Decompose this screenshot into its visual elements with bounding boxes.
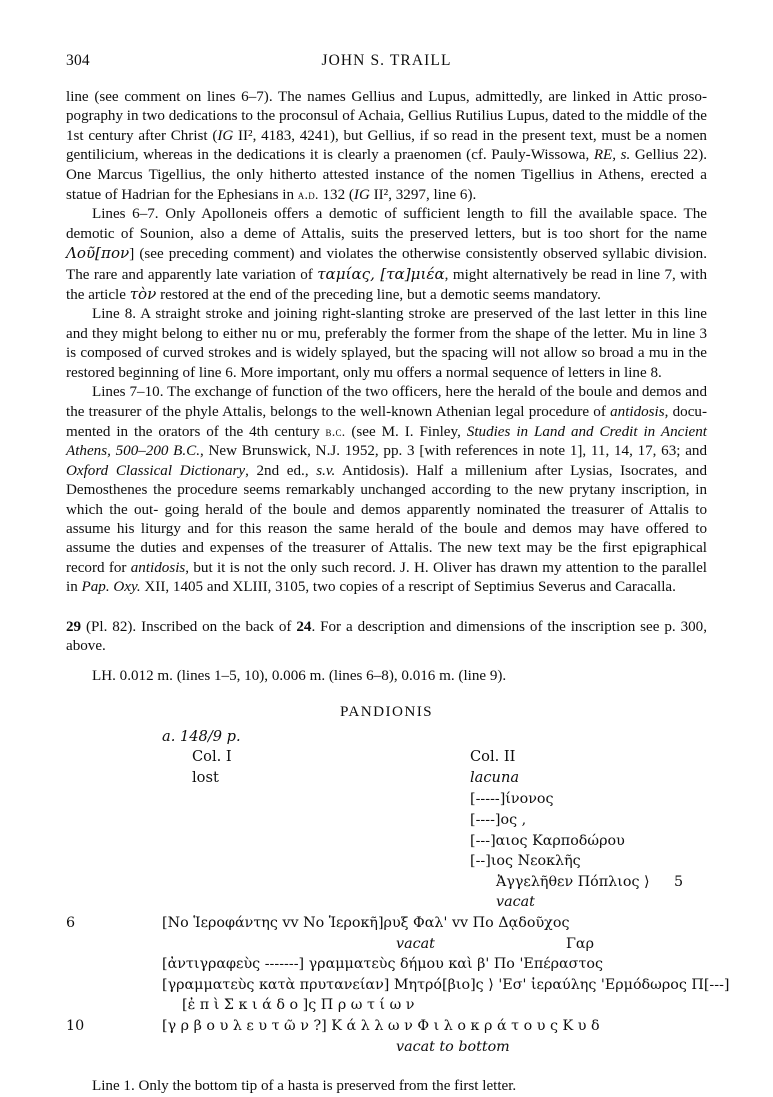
ref-finley-title: Studies in Land and Credit in Ancient Athens, (66, 423, 707, 460)
line-text: [--]ιος Νεοκλῆς (470, 853, 581, 870)
page-folio: 304 (66, 52, 90, 69)
para4-line6: the procedure seems remarkably unchanged according to the new prytany inscription, in which the out- (66, 482, 707, 518)
inscription-date: a. 148/9 p. (162, 727, 241, 745)
para4-line2a: and the treasurer of the phyle Attalis, belongs to the well-known Athenian legal procedure of (66, 384, 708, 420)
entry-number: 29 (66, 618, 82, 635)
para1-line3b: II², 4183, 4241), but Gellius, if so read in the present text, must be a nomen (233, 127, 707, 144)
line-text: [---]αιος Καρποδώρου (470, 832, 625, 849)
inscription-line (66, 892, 707, 913)
line-text: [ἐ π ὶ Σ κ ι ά δ ο ]ς Π ρ ω τ ί ω ν (182, 997, 415, 1014)
running-title: JOHN S. TRAILL (321, 52, 452, 69)
greek-tamias: ταμίας, [τα]μιέα (317, 264, 445, 283)
para4-line3a: mented in the orators of the 4th century (66, 423, 326, 440)
term-antidosis-2: antidosis (130, 559, 186, 576)
ref-sv: s.v. (316, 462, 336, 479)
vacat-to-bottom: vacat to bottom (396, 1038, 510, 1055)
column-states (66, 768, 707, 789)
para1-line1: line (see comment on lines 6–7). The names Gellius and Lupus, admittedly, are linked in Attic proso- (66, 89, 707, 105)
inscription-line (66, 1037, 707, 1058)
col1-state: lost (192, 769, 219, 787)
vacat-marker: vacat (396, 935, 435, 952)
para4-line1: Lines 7–10. The exchange of function of the two officers, here the herald of the boule and demos (92, 384, 682, 401)
para4-line3b: (see M. I. Finley, (345, 423, 467, 440)
line-number-6: 6 (66, 914, 76, 931)
para2-line4a: apparently late variation of (147, 266, 318, 283)
para1-line3a: 1st century after Christ ( (66, 127, 218, 144)
para4-line8: and for this reason the same herald of the boule and demos may have offered to assume the duties and (66, 520, 707, 557)
inscription-line (66, 872, 707, 893)
para1-line4b: Gellius 22). (630, 147, 707, 164)
para1-line4a: gentilicium, whereas in the dedications it is clearly a praenomen (cf. Pauly-Wissowa, (66, 147, 594, 164)
para2-line4c: restored (156, 287, 209, 304)
ref-re: RE, s. (593, 147, 631, 164)
para2-line2b: ] (129, 246, 135, 263)
para4-line5b: Antidosis). Half a millenium after Lysias, Isocrates, and Demosthenes (66, 462, 708, 499)
line-text: [γ ρ β ο υ λ ε υ τ ῶ ν ?] Κ ά λ λ ω ν Φ ι λ ο κ ρ ά τ ο υ ς Κ υ δ (162, 1017, 600, 1034)
col1-header: Col. I (192, 748, 232, 766)
spacer-2 (66, 656, 707, 667)
inscription-line (66, 913, 707, 934)
line-text: [----]ος , (470, 811, 527, 828)
para1-line6c: II², 3297, line 6). (369, 187, 477, 204)
paragraph-2 (66, 205, 707, 305)
smallcaps-ad: a.d. (297, 187, 319, 203)
inscription-title: PANDIONIS (339, 702, 434, 720)
para4-line4a: , New Brunswick, N.J. 1952, pp. 3 [with references in note 1], 11, 14, 17, 63; and (200, 443, 708, 460)
inscription-line (66, 810, 707, 831)
para1-line6b: 132 ( (318, 187, 354, 204)
spacer-1 (66, 598, 707, 618)
running-head (66, 44, 707, 78)
final-note: Line 1. Only the bottom tip of a hasta is preserved from the first letter. (92, 1078, 517, 1095)
line-text: [ἀντιγραφεὺς -------] γραμματεὺς δήμου καὶ β' Πο 'Επέραστος (162, 956, 603, 973)
entry-head-line2: above. (66, 637, 106, 654)
term-antidosis-1: antidosis (610, 403, 665, 420)
inscription-line (66, 934, 707, 955)
inscription-line (66, 954, 707, 975)
col2-state: lacuna (470, 769, 520, 787)
para4-line5a: , 2nd ed., (245, 462, 317, 479)
line-number-5: 5 (674, 873, 684, 890)
inscription-line (66, 1016, 707, 1037)
col2-header: Col. II (470, 748, 516, 766)
ref-ocd-2: Classical Dictionary (115, 462, 246, 479)
para3-line1: Line 8. A straight stroke and joining right-slanting stroke are preserved of the last letter in this line (92, 306, 707, 323)
line-text: [-----]ίνονος (470, 791, 554, 808)
ref-pap-oxy: Pap. Oxy. (81, 579, 141, 596)
ref-ig-1: IG (217, 127, 234, 144)
paragraph-4 (66, 383, 707, 597)
ref-ocd-1: Oxford (66, 462, 109, 479)
inscription-line (66, 995, 707, 1016)
para2-line2a: demotic of Sounion, also a deme of Attalis, suits the preserved letters, but is too short for the name (66, 225, 707, 242)
vacat-marker: vacat (496, 894, 535, 911)
para3-line2: and they might belong to either nu or mu, preferably the former from the shape of the letter. Mu in line (66, 325, 696, 342)
inscription-line (66, 789, 707, 810)
para4-line2b: , docu- (664, 403, 707, 420)
paragraph-1 (66, 88, 707, 205)
para1-line5: One Marcus Tigellius, the only hitherto attested instance of the nomen Tigellius in Athens, erected a (66, 166, 707, 183)
para1-line6a: statue of Hadrian for the Ephesians in (66, 187, 298, 204)
entry-cross-ref: 24 (296, 618, 312, 635)
para2-line3: (see preceding comment) and violates the otherwise consistently observed syllabic division. The rare and (66, 246, 707, 283)
column-headers (66, 747, 707, 768)
para2-line5: at the end of the preceding line, but a demotic seems mandatory. (212, 287, 601, 304)
entry-head-post: . For a description and dimensions of the inscription see p. 300, (311, 618, 707, 635)
para2-line4b: , might alternatively be read in line 7, with the article (66, 266, 707, 304)
para4-line10b: XII, 1405 (140, 579, 204, 596)
inscription-line (66, 851, 707, 872)
greek-ton: τὸν (129, 285, 157, 304)
para3-line3: 3 is composed of curved strokes and is widely splayed, but the spacing will not allow so broad a mu in the (66, 325, 707, 362)
line-text: Ἀγγελῆθεν Πόπλιος ⟩ (496, 873, 650, 890)
line-number-10: 10 (66, 1017, 85, 1034)
para2-line1: Lines 6–7. Only Apolloneis offers a demotic of sufficient length to fill the available space. The (92, 206, 707, 223)
para4-line9a: expenses of the treasurer of Attalis. The new text may be the first epigraphical record for (66, 540, 707, 576)
para4-line10a: is not the only such record. J. H. Oliver has drawn my attention to the parallel in (66, 559, 707, 596)
inscription-line (66, 831, 707, 852)
para3-line4: restored beginning of line 6. More important, only mu offers a normal sequence of letters in line 8. (66, 364, 662, 381)
para4-line9b: , but it (185, 559, 226, 576)
inscription-line (66, 975, 730, 996)
para4-line7: going herald of the boule and demos apparently nominated the treasurer of Attalis to assume his liturgy (66, 501, 707, 537)
entry-head-pre: (Pl. 82). Inscribed on the back of (81, 618, 297, 635)
line-text: [Νο Ἱεροφάντης vv Νο Ἱεροκῆ]ρυξ Φαλ' vv Πο Δᾳδοῦχος (162, 914, 570, 931)
para4-line11: and XLIII, 3105, two copies of a rescript of Septimius Severus and Caracalla. (206, 579, 676, 596)
catalogue-entry-head (66, 618, 707, 657)
ref-finley-title2: 500–200 B.C. (115, 443, 201, 460)
ref-ig-2: IG (353, 187, 370, 204)
smallcaps-bc: b.c. (325, 423, 346, 439)
letter-height-line: LH. 0.012 m. (lines 1–5, 10), 0.006 m. (lines 6–8), 0.016 m. (line 9). (92, 668, 507, 685)
paragraph-3 (66, 305, 707, 383)
greek-loupon: Λοῦ[πον (66, 244, 130, 263)
line-annotation-gar: Γαρ (566, 935, 594, 952)
inscription-text (66, 727, 730, 1057)
body-text (66, 88, 707, 687)
line-text: [γραμματεὺς κατὰ πρυτανείαν] Μητρό[βιο]ς ⟩ 'Εσ' ἱεραύλης 'Ερμόδωρος Π[---] (162, 976, 730, 993)
para1-line2: pography in two dedications to the proconsul of Achaia, Gellius Rutilius Lupus, dated to the middle of the (66, 108, 707, 125)
